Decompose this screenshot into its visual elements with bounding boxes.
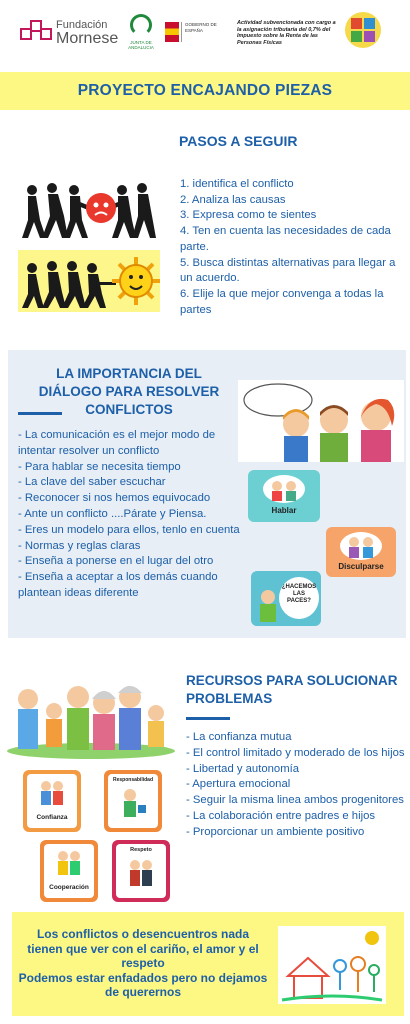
- list-item: - Reconocer si nos hemos equivocado: [18, 492, 211, 505]
- list-item: - Proporcionar un ambiente positivo: [186, 825, 365, 838]
- junta-logo-text: JUNTA DE ANDALUCIA: [128, 40, 154, 50]
- list-item: - Eres un modelo para ellos, tenlo en cuenta: [18, 523, 240, 536]
- list-item: - Enseña a aceptar a los demás cuando plantean ideas diferente: [18, 571, 218, 599]
- child-icon: [255, 589, 281, 625]
- list-item: - La comunicación es el mejor modo de intentar resolver un conflicto: [18, 429, 216, 457]
- list-item: - Apertura emocional: [186, 778, 291, 791]
- children-icon: [36, 778, 68, 808]
- cooperacion-label: Cooperación: [49, 884, 89, 891]
- list-item: - La clave del saber escuchar: [18, 476, 166, 489]
- closing-line-1: Los conflictos o desencuentros nada tienen que ver con el cariño, el amor y el respeto: [27, 927, 259, 970]
- paces-card: [251, 571, 321, 626]
- list-item: - La confianza mutua: [186, 731, 292, 743]
- list-item: - Libertad y autonomía: [186, 762, 300, 775]
- paces-label: ¿HACEMOS LAS PACES?: [281, 584, 317, 604]
- list-item: - Normas y reglas claras: [18, 539, 141, 552]
- respeto-card: [112, 840, 170, 902]
- responsabilidad-label: Responsabilidad: [112, 777, 153, 783]
- junta-emblem-icon: [130, 14, 152, 36]
- puzzle-logo-icon: [343, 10, 383, 50]
- resources-heading: RECURSOS PARA SOLUCIONAR PROBLEMAS: [186, 673, 398, 706]
- confianza-card: [23, 770, 81, 832]
- title-banner: [0, 72, 410, 110]
- disculparse-card: [326, 527, 396, 577]
- step-item: 1. identifica el conflicto: [180, 178, 294, 190]
- family-talking-illustration: [238, 380, 404, 462]
- fundacion-mornese-logo: [20, 18, 119, 48]
- subsidy-note: Actividad subvencionada con cargo a la asignación tributaria del 0,7% del Impuesto sobre la Renta de las Personas Físicas: [237, 20, 336, 46]
- list-item: - Enseña a ponerse en el lugar del otro: [18, 555, 214, 568]
- sun-tug-of-war-illustration: [18, 250, 160, 312]
- spain-shield-icon: [165, 22, 179, 42]
- closing-line-2: Podemos estar enfadados pero no dejamos de querernos: [18, 970, 268, 999]
- child-drawing-illustration: [278, 926, 386, 1004]
- step-item: 4. Ten en cuenta las necesidades de cada parte.: [180, 225, 391, 253]
- heading-underline: [18, 412, 62, 415]
- family-group-illustration: [6, 667, 176, 762]
- page-title: PROYECTO ENCAJANDO PIEZAS: [77, 82, 333, 99]
- cooperacion-card: [40, 840, 98, 902]
- step-item: 5. Busca distintas alternativas para llegar a un acuerdo.: [180, 256, 396, 285]
- list-item: - Para hablar se necesita tiempo: [18, 460, 181, 473]
- logo-text-fundacion: Fundación: [56, 19, 108, 31]
- dialogue-list: [18, 428, 240, 602]
- fighting-people-illustration: [18, 176, 160, 244]
- list-item: - La colaboración entre padres e hijos: [186, 809, 376, 822]
- hablar-label: Hablar: [271, 506, 297, 515]
- header-logos: [0, 0, 410, 68]
- step-item: 3. Expresa como te sientes: [180, 209, 317, 222]
- gobierno-logo-text: GOBIERNO DE ESPAÑA: [181, 22, 233, 42]
- child-watering-icon: [118, 787, 148, 821]
- dialogue-heading: LA IMPORTANCIA DEL DIÁLOGO PARA RESOLVER CONFLICTOS: [38, 366, 220, 417]
- list-item: - El control limitado y moderado de los hijos: [186, 746, 405, 759]
- closing-message: [18, 927, 268, 1000]
- steps-list: [180, 177, 400, 318]
- hablar-card: [248, 470, 320, 522]
- children-talking-icon: [262, 474, 306, 504]
- step-item: 2. Analiza las causas: [180, 193, 286, 206]
- heading-underline: [186, 717, 230, 720]
- responsabilidad-card: [104, 770, 162, 832]
- step-item: 6. Elije la que mejor convenga a todas la partes: [180, 287, 384, 316]
- list-item: - Ante un conflicto ....Párate y Piensa.: [18, 507, 207, 520]
- respeto-label: Respeto: [130, 847, 152, 853]
- confianza-label: Confianza: [36, 814, 68, 821]
- children-apologizing-icon: [339, 531, 383, 561]
- resources-list: [186, 730, 406, 841]
- steps-heading: PASOS A SEGUIR: [179, 133, 298, 149]
- list-item: - Seguir la misma linea ambos progenitores: [186, 794, 404, 807]
- junta-andalucia-logo: [118, 14, 164, 54]
- children-cooperating-icon: [53, 848, 85, 878]
- squares-icon: [20, 20, 52, 46]
- gobierno-espana-logo: [165, 22, 233, 44]
- disculparse-label: Disculparse: [338, 562, 384, 571]
- logo-text-mornese: Mornese: [56, 30, 119, 47]
- children-hugging-icon: [125, 857, 157, 891]
